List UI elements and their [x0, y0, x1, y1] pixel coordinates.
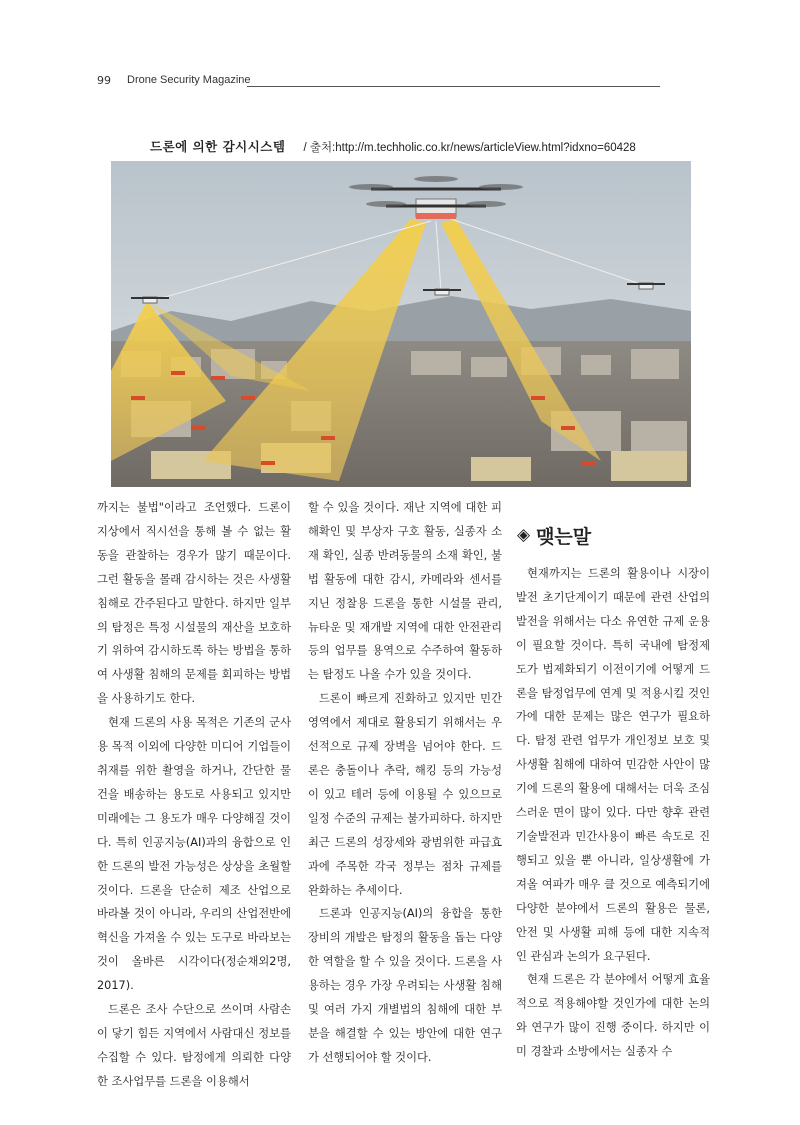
paragraph: 드론과 인공지능(AI)의 융합을 통한 장비의 개발은 탐정의 활동을 돕는 다양한 역할을 할 수 있을 것이다. 드론을 사용하는 경우 가장 우려되는 사생활 침해 및 여러 가지 개별법의 침해에 대한 부분을 해결할 수 있는 방안에 대한 연구가 선행되어야 할 것이다.	[308, 907, 502, 1064]
drone-surveillance-illustration	[111, 161, 691, 487]
paragraph: 할 수 있을 것이다. 재난 지역에 대한 피해확인 및 부상자 구호 활동, 실종자 소재 확인, 실종 반려동물의 소재 확인, 불법 활동에 대한 감시, 카메라와 센서를 지닌 정찰용 드론을 통한 시설물 관리, 뉴타운 및 재개발 지역에 대한 안전관리 등의 업무를 용역으로 수주하여 활동하는 탐정도 나올 수가 있을 것이다.	[308, 501, 502, 682]
paragraph: 드론은 조사 수단으로 쓰이며 사람손이 닿기 힘든 지역에서 사람대신 정보를 수집할 수 있다. 탐정에게 의뢰한 다양한 조사업무를 드론을 이용해서	[97, 1003, 291, 1088]
paragraph: 드론이 빠르게 진화하고 있지만 민간영역에서 제대로 활용되기 위해서는 우선적으로 규제 장벽을 넘어야 한다. 드론은 충돌이나 추락, 해킹 등의 가능성이 있고 테러 등에 이용될 수 있으므로 일정 수준의 규제는 불가피하다. 하지만 최근 드론의 성장세와 광범위한 파급효과에 주목한 각국 정부는 점차 규제를 완화하는 추세이다.	[308, 692, 502, 897]
body-column-2	[308, 496, 502, 1070]
diamond-bullet-icon: ◈	[517, 525, 531, 545]
page-number: 99	[97, 74, 111, 87]
paragraph: 까지는 불법"이라고 조언했다. 드론이 지상에서 직시선을 통해 볼 수 없는 활동을 관찰하는 경우가 많기 때문이다. 그런 활동을 몰래 감시하는 것은 사생활 침해로 간주된다고 말한다. 하지만 일부의 탐정은 특정 시설물의 재산을 보호하기 위하여 감시하도록 하는 방법을 통하여 사생활 침해의 문제를 회피하는 방법을 사용하기도 한다.	[97, 501, 291, 706]
section-heading	[517, 519, 591, 551]
figure-source: / 출처:http://m.techholic.co.kr/news/articleView.html?idxno=60428	[303, 142, 636, 154]
magazine-name: Drone Security Magazine	[127, 74, 251, 86]
paragraph: 현재 드론의 사용 목적은 기존의 군사용 목적 이외에 다양한 미디어 기업들이 취재를 위한 촬영을 하거나, 간단한 물건을 배송하는 용도로 사용되고 있지만 미래에는 그 용도가 매우 다양해질 것이다. 특히 인공지능(AI)과의 융합으로 인한 드론의 발전 가능성은 상상을 초월할 것이다. 드론을 단순히 제조 산업으로 바라볼 것이 아니라, 우리의 산업전반에 혁신을 가져올 수 있는 도구로 바라보는 것이 올바른 시각이다(정순채외2명, 2017).	[97, 716, 291, 993]
paragraph: 현재 드론은 각 분야에서 어떻게 효율적으로 적용해야할 것인가에 대한 논의와 연구가 많이 진행 중이다. 하지만 이미 경찰과 소방에서는 실종자 수	[516, 973, 710, 1059]
figure-caption	[150, 137, 660, 155]
figure-title: 드론에 의한 감시시스템	[150, 139, 286, 154]
page-header	[97, 72, 660, 92]
section-title: 맺는말	[536, 525, 592, 548]
body-column-1	[97, 496, 291, 1094]
body-column-3	[516, 562, 710, 1064]
paragraph: 현재까지는 드론의 활용이나 시장이 발전 초기단계이기 때문에 관련 산업의 발전을 위해서는 다소 유연한 규제 운용이 필요할 것이다. 특히 국내에 탐정제도가 법제화되기 이전이기에 어떻게 드론을 탐정업무에 연계 및 적용시킬 것인가에 대한 문제는 많은 연구가 필요하다. 탐정 관련 업무가 개인정보 보호 및 사생활 침해에 대하여 민감한 사안이 많기에 드론의 활용에 대해서는 더욱 조심스러운 면이 많이 있다. 다만 향후 관련 기술발전과 민간사용이 빠른 속도로 진행되고 있을 뿐 아니라, 일상생활에 가져올 여파가 매우 클 것으로 예측되기에 다양한 분야에서 드론의 활용은 물론, 안전 및 사생활 피해 등에 대한 지속적인 관심과 논의가 요구된다.	[516, 567, 710, 963]
header-rule	[247, 86, 660, 87]
